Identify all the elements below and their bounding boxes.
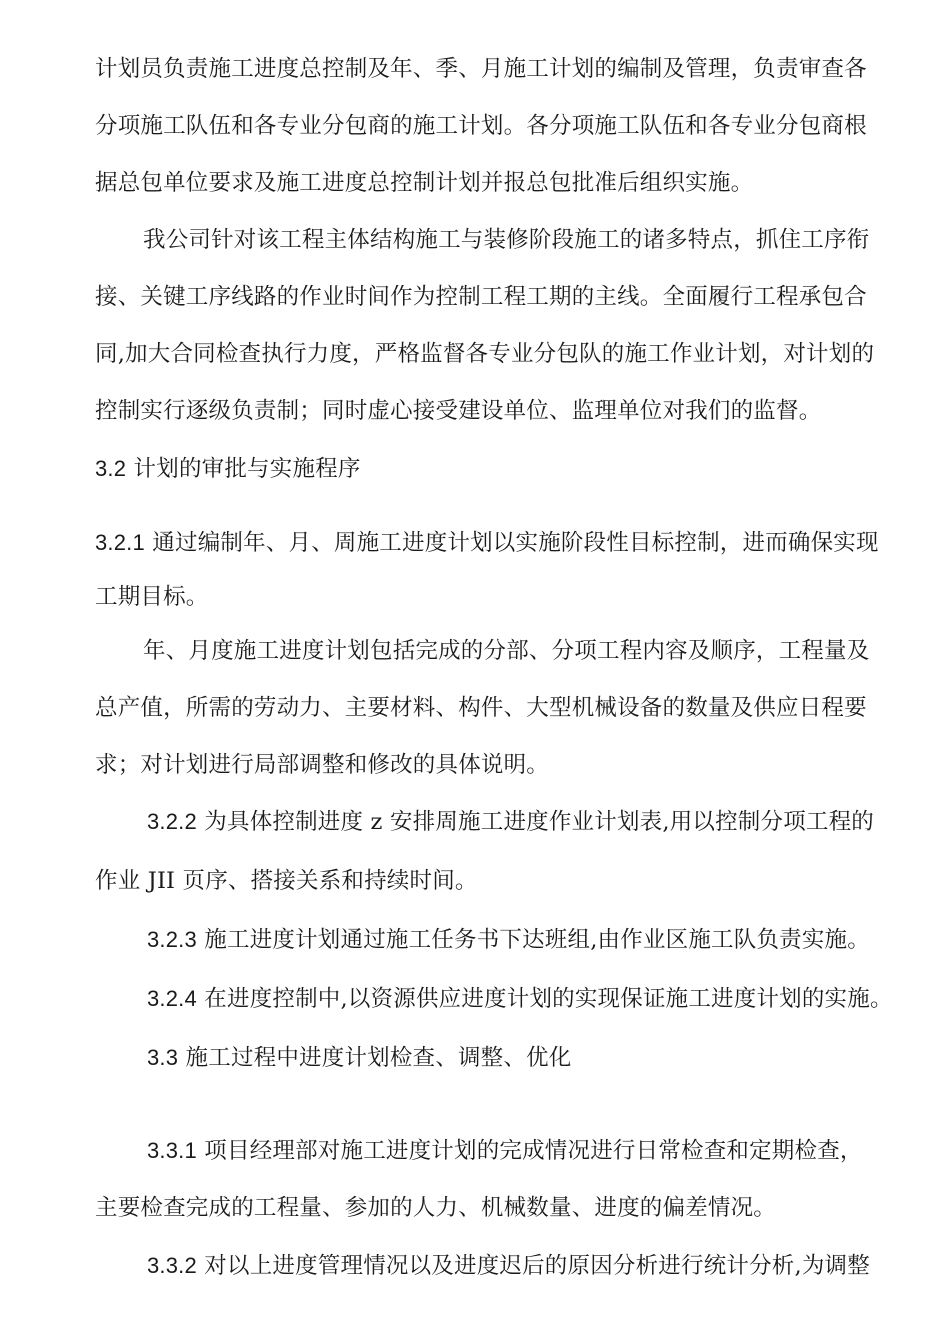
item-3-2-4: [147, 984, 893, 1014]
paragraph-line: 同,加大合同检查执行力度，严格监督各专业分包队的施工作业计划，对计划的: [95, 341, 875, 367]
item-3-3-1: [147, 1136, 863, 1166]
paragraph-line: 接、关键工序线路的作业时间作为控制工程工期的主线。全面履行工程承包合: [95, 284, 867, 310]
item-3-3-2: [147, 1251, 870, 1281]
paragraph-line: 求；对计划进行局部调整和修改的具体说明。: [95, 752, 550, 778]
item-number: 3.2.2: [147, 809, 197, 834]
item-number: 3.2.3: [147, 927, 197, 952]
paragraph-line: 作业 JII 页序、搭接关系和持续时间。: [95, 868, 478, 894]
paragraph-line: 计划员负责施工进度总控制及年、季、月施工计划的编制及管理，负责审查各: [95, 56, 867, 82]
paragraph-line: 总产值，所需的劳动力、主要材料、构件、大型机械设备的数量及供应日程要: [95, 695, 867, 721]
paragraph-line: 我公司针对该工程主体结构施工与装修阶段施工的诸多特点，抓住工序衔: [143, 227, 870, 253]
item-number: 3.3.1: [147, 1138, 197, 1163]
item-text: 项目经理部对施工进度计划的完成情况进行日常检查和定期检查，: [204, 1138, 863, 1164]
item-text: 为具体控制进度 z 安排周施工进度作业计划表,用以控制分项工程的: [204, 809, 875, 835]
section-title: 施工过程中进度计划检查、调整、优化: [185, 1045, 572, 1071]
section-heading-3-3: [147, 1043, 571, 1073]
item-text: 施工进度计划通过施工任务书下达班组,由作业区施工队负责实施。: [204, 927, 870, 953]
item-text: 通过编制年、月、周施工进度计划以实施阶段性目标控制，进而确保实现: [152, 530, 879, 556]
item-3-2-2: [147, 807, 874, 837]
item-number: 3.2.1: [95, 530, 145, 555]
item-3-2-3: [147, 925, 870, 955]
section-heading-3-2: [95, 454, 361, 484]
section-title: 计划的审批与实施程序: [133, 456, 361, 482]
section-number: 3.2: [95, 456, 127, 481]
item-text: 对以上进度管理情况以及进度迟后的原因分析进行统计分析,为调整: [204, 1253, 870, 1279]
item-3-2-1: [95, 528, 879, 558]
item-number: 3.3.2: [147, 1253, 197, 1278]
item-text: 在进度控制中,以资源供应进度计划的实现保证施工进度计划的实施。: [204, 986, 893, 1012]
paragraph-line: 工期目标。: [95, 584, 209, 610]
section-number: 3.3: [147, 1045, 179, 1070]
item-number: 3.2.4: [147, 986, 197, 1011]
paragraph-line: 控制实行逐级负责制；同时虚心接受建设单位、监理单位对我们的监督。: [95, 398, 822, 424]
paragraph-line: 据总包单位要求及施工进度总控制计划并报总包批准后组织实施。: [95, 170, 754, 196]
paragraph-line: 主要检查完成的工程量、参加的人力、机械数量、进度的偏差情况。: [95, 1195, 777, 1221]
paragraph-line: 年、月度施工进度计划包括完成的分部、分项工程内容及顺序，工程量及: [143, 638, 870, 664]
paragraph-line: 分项施工队伍和各专业分包商的施工计划。各分项施工队伍和各专业分包商根: [95, 113, 867, 139]
